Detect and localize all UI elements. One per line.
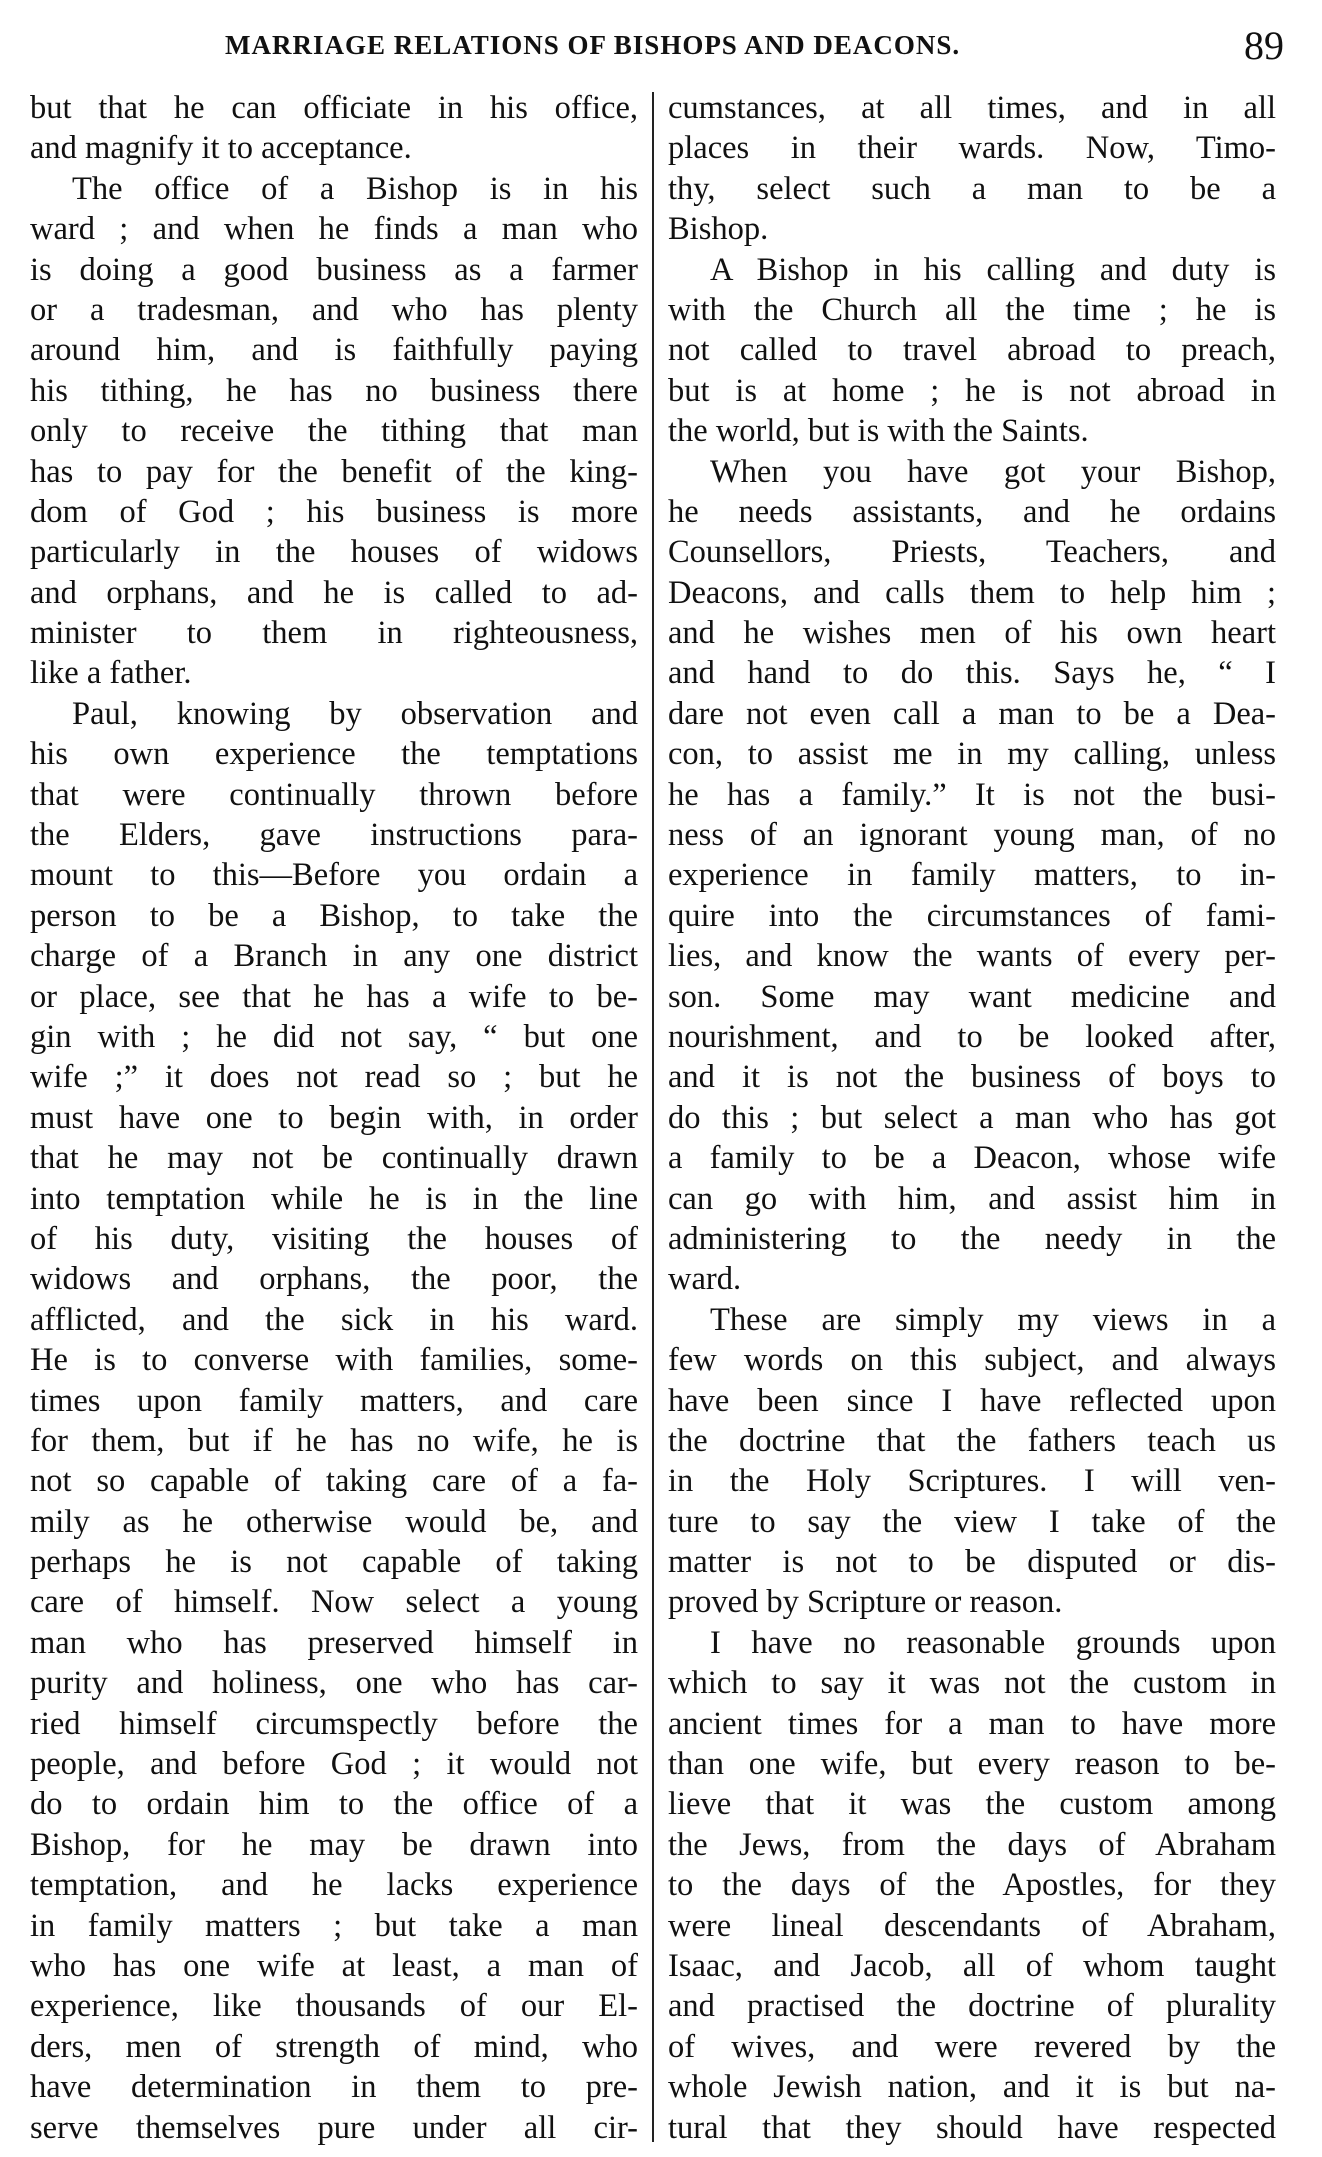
text-line: ness of an ignorant young man, of no (668, 817, 1276, 854)
text-line: I have no reasonable grounds upon (710, 1624, 1276, 1661)
text-line: and he wishes men of his own heart (668, 615, 1276, 652)
text-line: only to receive the tithing that man (30, 413, 638, 450)
text-line: quire into the circumstances of fami- (668, 897, 1276, 934)
text-line: he needs assistants, and he ordains (668, 493, 1276, 530)
text-line: that he may not be continually drawn (30, 1140, 638, 1177)
text-line: Paul, knowing by observation and (72, 695, 638, 732)
text-line: but that he can officiate in his office, (30, 90, 638, 126)
text-line: mount to this—Before you ordain a (30, 857, 638, 894)
running-title: MARRIAGE RELATIONS OF BISHOPS AND DEACONS. (225, 30, 961, 60)
text-line: to the days of the Apostles, for they (668, 1867, 1276, 1904)
text-line: have determination in them to pre- (30, 2069, 638, 2106)
text-line: and practised the doctrine of plurality (668, 1988, 1276, 2025)
text-line: people, and before God ; it would not (30, 1746, 638, 1783)
text-line: and magnify it to acceptance. (30, 130, 412, 167)
text-line: in family matters ; but take a man (30, 1907, 638, 1944)
text-line: A Bishop in his calling and duty is (710, 251, 1276, 288)
text-line: and hand to do this. Says he, “ I (668, 655, 1276, 692)
text-line: the world, but is with the Saints. (668, 413, 1089, 450)
text-line: Deacons, and calls them to help him ; (668, 574, 1276, 611)
text-line: places in their wards. Now, Timo- (668, 130, 1276, 167)
text-line: wife ;” it does not read so ; but he (30, 1059, 638, 1096)
text-line: mily as he otherwise would be, and (30, 1503, 638, 1540)
text-line: the doctrine that the fathers teach us (668, 1422, 1276, 1459)
text-line: lies, and know the wants of every per- (668, 938, 1276, 975)
text-line: perhaps he is not capable of taking (30, 1544, 638, 1581)
text-line: cumstances, at all times, and in all (668, 90, 1276, 126)
text-line: thy, select such a man to be a (668, 170, 1276, 207)
text-line: son. Some may want medicine and (668, 978, 1276, 1015)
text-line: or a tradesman, and who has plenty (30, 291, 638, 328)
text-line: person to be a Bishop, to take the (30, 897, 638, 934)
text-line: of his duty, visiting the houses of (30, 1220, 638, 1257)
text-line: charge of a Branch in any one district (30, 938, 638, 975)
text-line: few words on this subject, and always (668, 1342, 1276, 1379)
text-line: proved by Scripture or reason. (668, 1584, 1063, 1621)
text-line: purity and holiness, one who has car- (30, 1665, 638, 1702)
text-line: gin with ; he did not say, “ but one (30, 1018, 638, 1055)
text-line: He is to converse with families, some- (30, 1342, 638, 1379)
text-line: and it is not the business of boys to (668, 1059, 1276, 1096)
text-line: ders, men of strength of mind, who (30, 2028, 638, 2065)
text-line: he has a family.” It is not the busi- (668, 776, 1276, 813)
text-line: Counsellors, Priests, Teachers, and (668, 534, 1276, 571)
text-line: have been since I have reflected upon (668, 1382, 1276, 1419)
text-line: but is at home ; he is not abroad in (668, 372, 1276, 409)
text-line: can go with him, and assist him in (668, 1180, 1276, 1217)
text-line: were lineal descendants of Abraham, (668, 1907, 1276, 1944)
text-line: into temptation while he is in the line (30, 1180, 638, 1217)
text-line: experience in family matters, to in- (668, 857, 1276, 894)
text-line: times upon family matters, and care (30, 1382, 638, 1419)
left-column (30, 88, 638, 2148)
page-number: 89 (1244, 23, 1284, 68)
text-line: The office of a Bishop is in his (72, 170, 638, 207)
text-line: do to ordain him to the office of a (30, 1786, 638, 1823)
text-line: not called to travel abroad to preach, (668, 332, 1276, 369)
text-line: widows and orphans, the poor, the (30, 1261, 638, 1298)
text-line: con, to assist me in my calling, unless (668, 736, 1276, 773)
text-line: has to pay for the benefit of the king- (30, 453, 638, 490)
text-line: ward. (668, 1261, 742, 1298)
text-line: afflicted, and the sick in his ward. (30, 1301, 638, 1338)
text-line: care of himself. Now select a young (30, 1584, 638, 1621)
text-line: lieve that it was the custom among (668, 1786, 1276, 1823)
text-line: ancient times for a man to have more (668, 1705, 1276, 1742)
right-column (668, 88, 1276, 2148)
text-line: temptation, and he lacks experience (30, 1867, 638, 1904)
text-line: that were continually thrown before (30, 776, 638, 813)
text-line: ried himself circumspectly before the (30, 1705, 638, 1742)
text-line: Isaac, and Jacob, all of whom taught (668, 1947, 1276, 1984)
text-line: with the Church all the time ; he is (668, 291, 1276, 328)
column-divider (652, 92, 654, 2142)
text-line: man who has preserved himself in (30, 1624, 638, 1661)
text-line: administering to the needy in the (668, 1220, 1276, 1257)
text-line: is doing a good business as a farmer (30, 251, 638, 288)
text-line: than one wife, but every reason to be- (668, 1746, 1276, 1783)
text-line: not so capable of taking care of a fa- (30, 1463, 638, 1500)
text-line: Bishop. (668, 211, 769, 248)
text-line: his own experience the temptations (30, 736, 638, 773)
text-line: minister to them in righteousness, (30, 615, 638, 652)
text-line: matter is not to be disputed or dis- (668, 1544, 1276, 1581)
text-line: do this ; but select a man who has got (668, 1099, 1276, 1136)
text-line: or place, see that he has a wife to be- (30, 978, 638, 1015)
text-line: his tithing, he has no business there (30, 372, 638, 409)
text-line: experience, like thousands of our El- (30, 1988, 638, 2025)
text-line: of wives, and were revered by the (668, 2028, 1276, 2065)
text-line: in the Holy Scriptures. I will ven- (668, 1463, 1276, 1500)
text-line: These are simply my views in a (710, 1301, 1276, 1338)
text-line: ward ; and when he finds a man who (30, 211, 638, 248)
text-line: the Elders, gave instructions para- (30, 817, 638, 854)
text-line: tural that they should have respected (668, 2109, 1276, 2146)
text-line: dom of God ; his business is more (30, 493, 638, 530)
text-line: the Jews, from the days of Abraham (668, 1826, 1276, 1863)
text-line: whole Jewish nation, and it is but na- (668, 2069, 1276, 2106)
text-line: Bishop, for he may be drawn into (30, 1826, 638, 1863)
text-line: must have one to begin with, in order (30, 1099, 638, 1136)
text-line: around him, and is faithfully paying (30, 332, 638, 369)
text-line: particularly in the houses of widows (30, 534, 638, 571)
text-line: who has one wife at least, a man of (30, 1947, 638, 1984)
text-line: for them, but if he has no wife, he is (30, 1422, 638, 1459)
text-line: which to say it was not the custom in (668, 1665, 1276, 1702)
text-line: dare not even call a man to be a Dea- (668, 695, 1276, 732)
text-line: and orphans, and he is called to ad- (30, 574, 638, 611)
text-line: ture to say the view I take of the (668, 1503, 1276, 1540)
text-line: serve themselves pure under all cir- (30, 2109, 638, 2146)
text-line: nourishment, and to be looked after, (668, 1018, 1276, 1055)
text-line: a family to be a Deacon, whose wife (668, 1140, 1276, 1177)
text-line: When you have got your Bishop, (710, 453, 1276, 490)
running-head (30, 22, 1292, 72)
text-line: like a father. (30, 655, 192, 692)
